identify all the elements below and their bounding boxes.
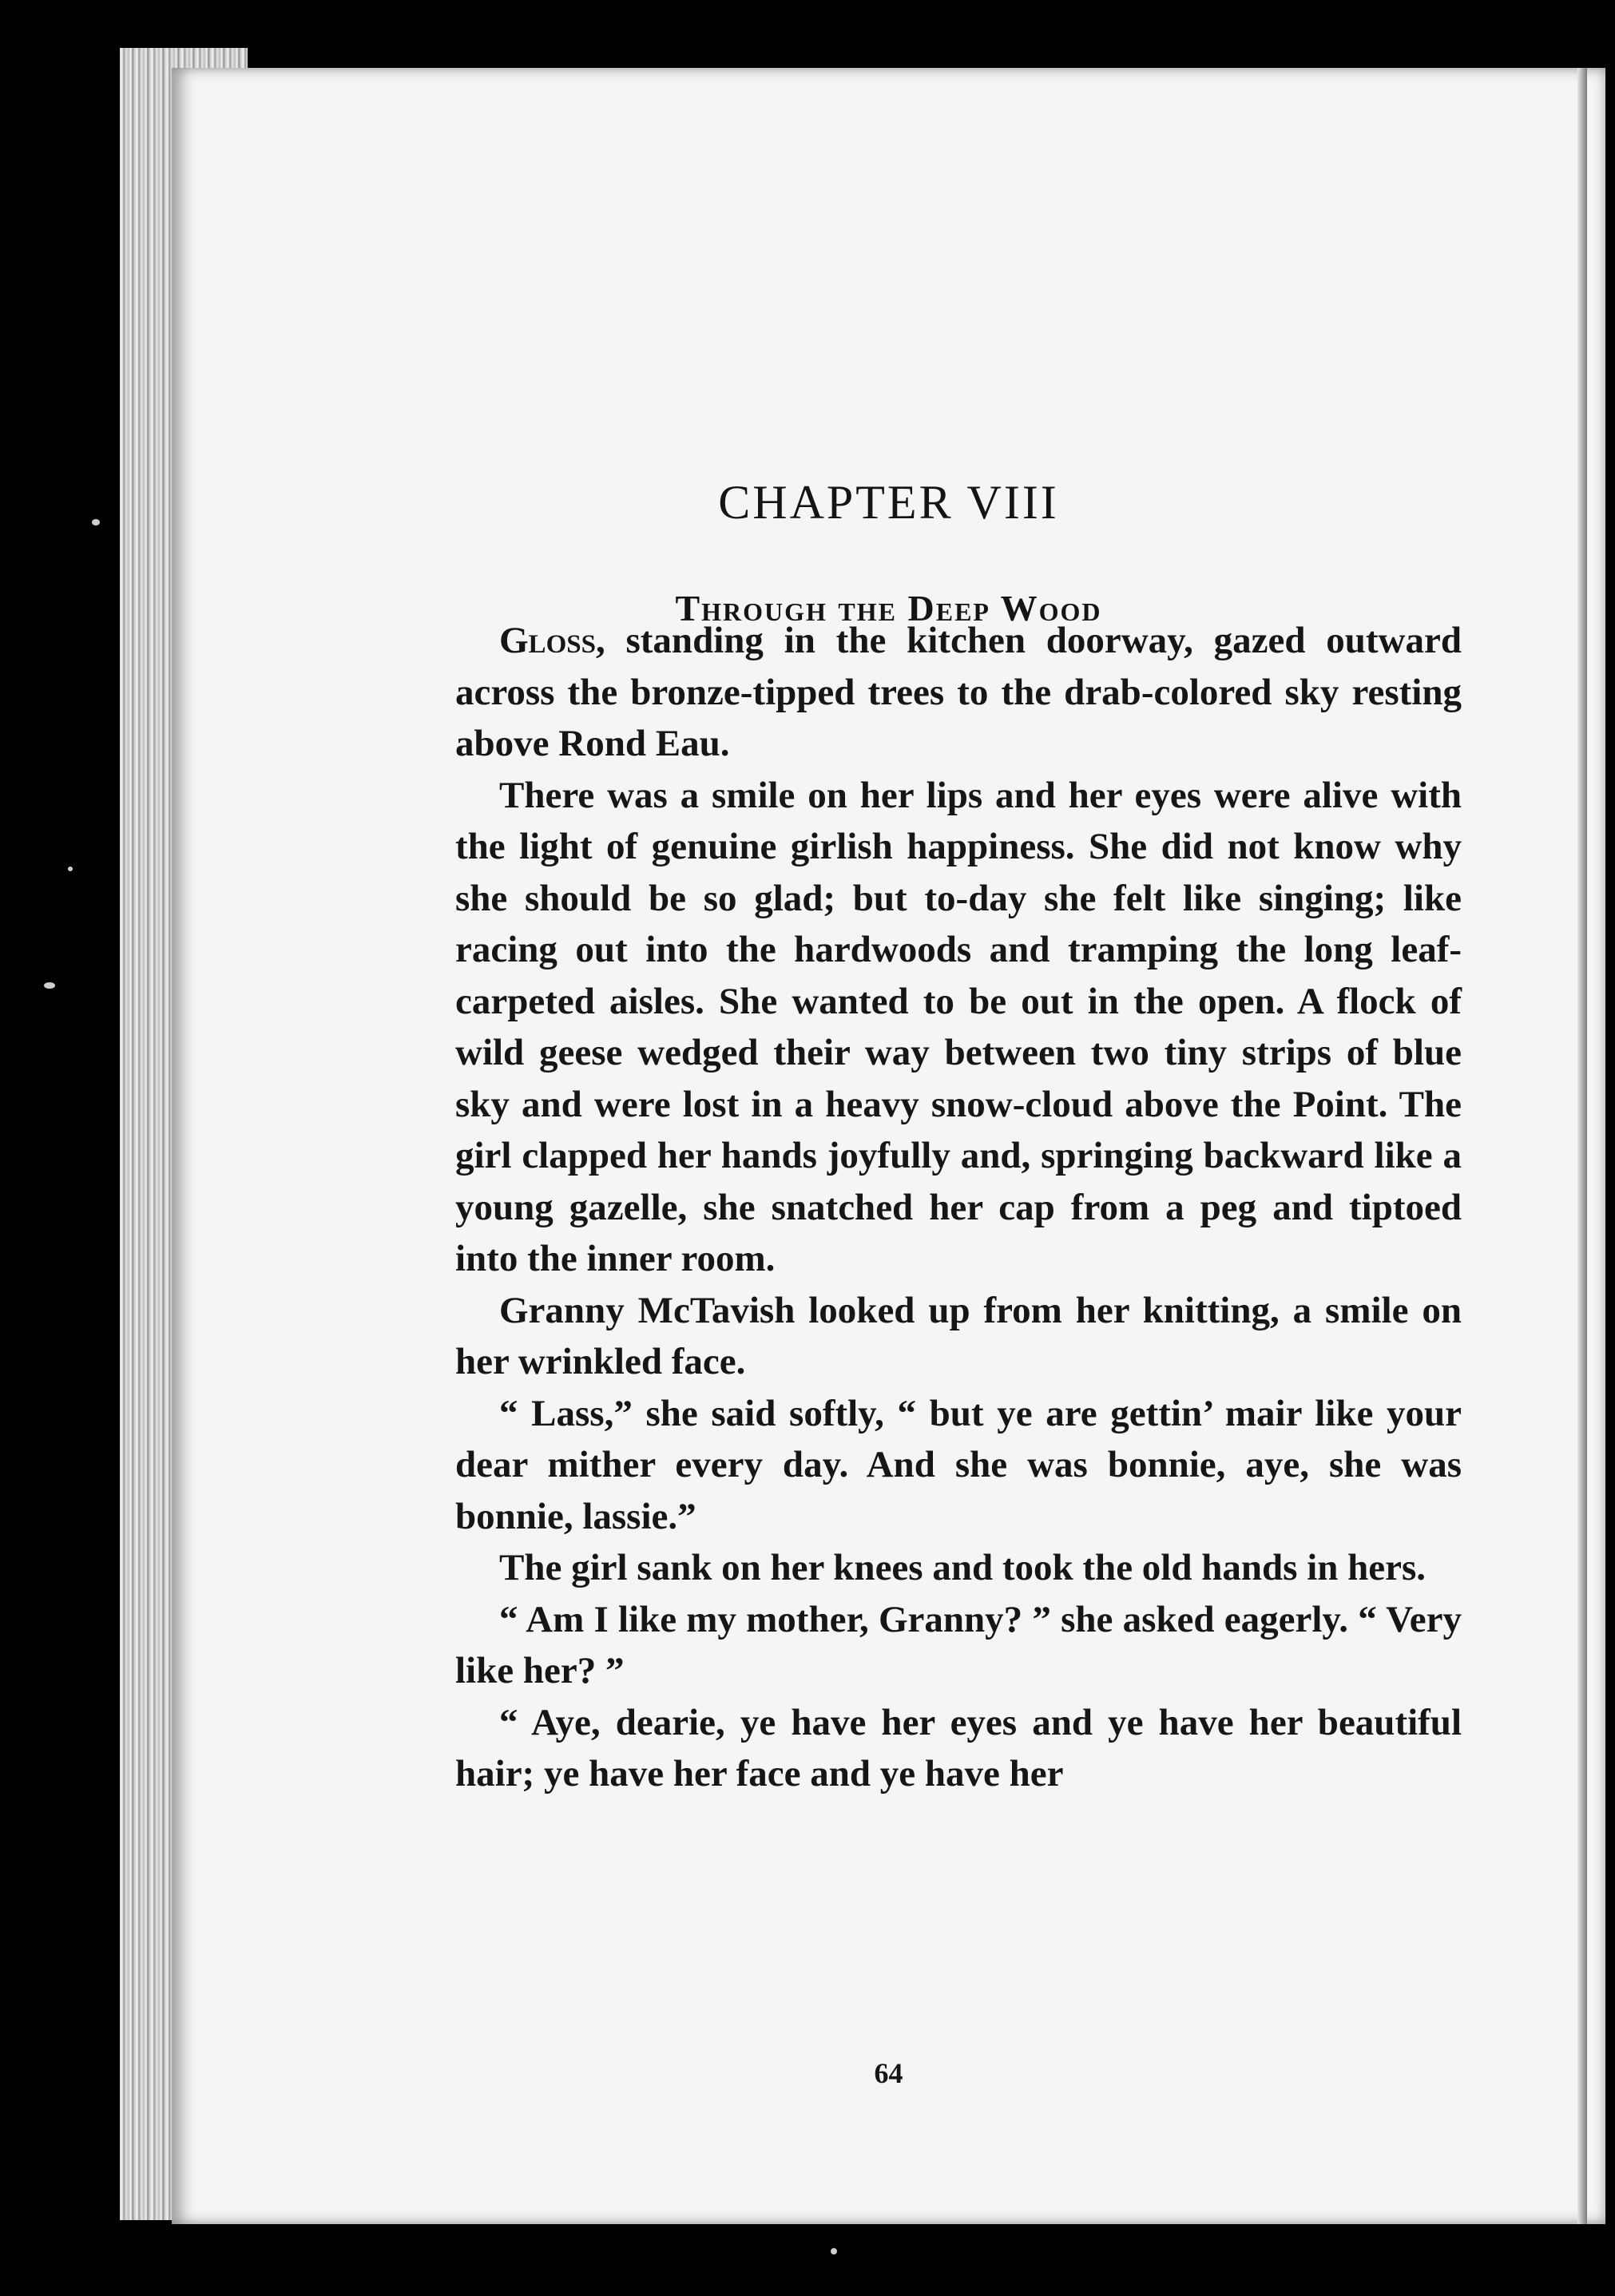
scan-speck bbox=[831, 2248, 837, 2254]
paragraph: “ Lass,” she said softly, “ but ye are gettin’ mair like your dear mither every day. And she was bonnie, aye, she was bonnie, lassie.” bbox=[455, 1392, 1462, 1537]
drop-word: Gloss bbox=[499, 620, 596, 661]
chapter-title: CHAPTER VIII bbox=[718, 476, 1059, 529]
paragraph bbox=[455, 615, 1462, 770]
section-title: Through the Deep Wood bbox=[675, 588, 1102, 629]
paragraph: Granny McTavish looked up from her knitting, a smile on her wrinkled face. bbox=[455, 1289, 1462, 1382]
paragraph: “ Aye, dearie, ye have her eyes and ye have her beautiful hair; ye have her face and ye have her bbox=[455, 1701, 1462, 1794]
body-text bbox=[455, 615, 1462, 1800]
scan-speck bbox=[92, 519, 100, 525]
scan-speck bbox=[44, 982, 55, 989]
scan-speck bbox=[68, 866, 73, 871]
paragraph: There was a smile on her lips and her eyes were alive with the light of genuine girlish happiness. She did not know why she should be so glad; but to-day she felt like singing; like racing out into the hardwoods and tramping the long leaf-carpeted aisles. She wanted to be out in the open. A flock of wild geese wedged their way between two tiny strips of blue sky and were lost in a heavy snow-cloud above the Point. The girl clapped her hands joyfully and, springing backward like a young gazelle, she snatched her cap from a peg and tiptoed into the inner room. bbox=[455, 774, 1462, 1279]
paragraph-text: , standing in the kitchen doorway, gazed outward across the bronze-tipped trees to the drab-colored sky resting above Rond Eau. bbox=[455, 620, 1462, 764]
page-number: 64 bbox=[874, 2057, 903, 2089]
paragraph: The girl sank on her knees and took the old hands in hers. bbox=[499, 1547, 1427, 1588]
page-right-edge bbox=[1577, 68, 1587, 2224]
paragraph: “ Am I like my mother, Granny? ” she asked eagerly. “ Very like her? ” bbox=[455, 1598, 1462, 1691]
